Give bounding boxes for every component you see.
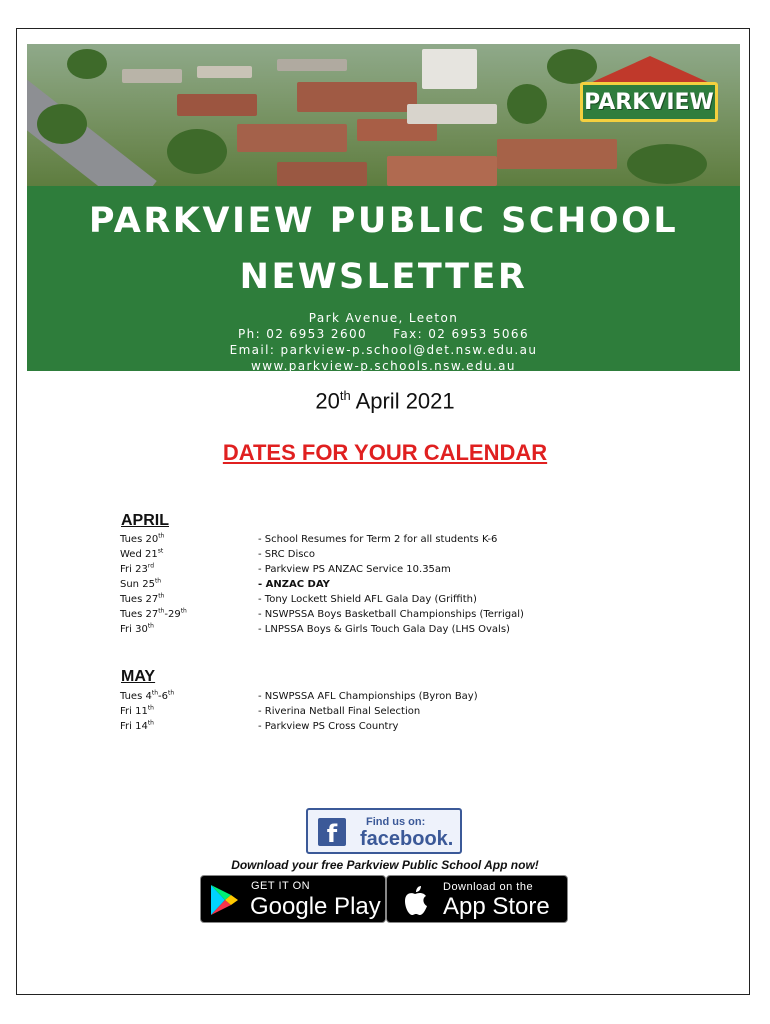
school-aerial-photo <box>27 44 740 186</box>
app-store-button[interactable] <box>386 875 568 923</box>
tree-shape <box>167 129 227 174</box>
phone-fax: Ph: 02 6953 2600 Fax: 02 6953 5066 <box>237 327 530 341</box>
app-download-prompt: Download your free Parkview Public School App now! <box>231 858 539 872</box>
april-events <box>120 532 640 637</box>
tree-shape <box>507 84 547 124</box>
month-heading-april: APRIL <box>121 512 169 529</box>
event-date <box>120 577 161 592</box>
roof-shape <box>387 156 497 186</box>
roof-shape <box>177 94 257 116</box>
event-date <box>120 592 164 607</box>
event-date-text: Tues 27 <box>120 609 159 620</box>
event-date-suffix: th <box>180 607 187 615</box>
tree-shape <box>67 49 107 79</box>
event-date-text: Sun 25 <box>120 579 155 590</box>
logo-text: PARKVIEW <box>584 89 714 115</box>
event-date <box>120 704 154 719</box>
roof-shape <box>237 124 347 152</box>
event-description: - Parkview PS Cross Country <box>258 721 399 732</box>
event-row <box>120 532 640 547</box>
facebook-icon: f <box>318 818 346 846</box>
event-date-text: Wed 21 <box>120 549 158 560</box>
facebook-wordmark: facebook. <box>360 828 454 850</box>
roof-shape <box>422 49 477 89</box>
event-row <box>120 689 640 704</box>
event-date <box>120 607 187 622</box>
banner-title-line1: PARKVIEW PUBLIC SCHOOL <box>88 201 679 241</box>
roof-shape <box>297 82 417 112</box>
apple-icon <box>401 885 429 917</box>
event-date-text: Tues 4 <box>120 691 152 702</box>
parkview-logo <box>580 56 718 128</box>
event-description: - NSWPSSA Boys Basketball Championships (Terrigal) <box>258 609 524 620</box>
google-play-small-label: GET IT ON <box>251 880 311 892</box>
event-date-suffix: th <box>167 689 175 697</box>
event-date-text: Fri 14 <box>120 721 148 732</box>
may-events <box>120 689 640 734</box>
event-description: - LNPSSA Boys & Girls Touch Gala Day (LHS Ovals) <box>258 624 510 635</box>
calendar-heading: DATES FOR YOUR CALENDAR <box>222 440 548 465</box>
event-date-text: Tues 27 <box>120 594 159 605</box>
event-date-text: Fri 30 <box>120 624 148 635</box>
event-description: - Parkview PS ANZAC Service 10.35am <box>258 564 451 575</box>
event-row <box>120 577 640 592</box>
event-date <box>120 622 154 637</box>
school-email: Email: parkview-p.school@det.nsw.edu.au <box>229 343 538 357</box>
event-date-suffix: th <box>158 607 165 615</box>
facebook-find-label: Find us on: <box>366 816 426 828</box>
facebook-button[interactable] <box>306 808 462 854</box>
event-row <box>120 592 640 607</box>
event-date <box>120 532 164 547</box>
event-row <box>120 704 640 719</box>
event-row <box>120 562 640 577</box>
event-date-suffix: th <box>147 622 154 630</box>
roof-shape <box>197 66 252 78</box>
school-address: Park Avenue, Leeton <box>308 311 459 325</box>
roof-shape <box>277 162 367 186</box>
event-row <box>120 607 640 622</box>
tree-shape <box>37 104 87 144</box>
app-store-small-label: Download on the <box>443 881 534 893</box>
school-website: www.parkview-p.schools.nsw.edu.au <box>251 359 516 373</box>
month-heading-may: MAY <box>121 668 156 685</box>
event-date-range: -6 <box>158 691 168 702</box>
event-date <box>120 547 163 562</box>
roof-shape <box>407 104 497 124</box>
event-date-suffix: th <box>158 532 165 540</box>
event-date-suffix: rd <box>147 562 154 570</box>
event-date-suffix: st <box>157 547 164 555</box>
app-store-label: App Store <box>443 893 550 920</box>
event-description: - NSWPSSA AFL Championships (Byron Bay) <box>258 691 478 702</box>
issue-date: 20th April 2021 <box>315 388 455 414</box>
event-date-suffix: th <box>151 689 158 697</box>
event-description: - ANZAC DAY <box>258 579 330 590</box>
event-date-range: -29 <box>164 609 181 620</box>
event-date-text: Fri 23 <box>120 564 148 575</box>
event-date <box>120 562 154 577</box>
tree-shape <box>627 144 707 184</box>
event-date-suffix: th <box>147 704 154 712</box>
event-date-text: Tues 20 <box>120 534 159 545</box>
event-description: - School Resumes for Term 2 for all students K-6 <box>258 534 498 545</box>
event-date-suffix: th <box>158 592 165 600</box>
event-date-text: Fri 11 <box>120 706 148 717</box>
event-row <box>120 622 640 637</box>
event-description: - Tony Lockett Shield AFL Gala Day (Griffith) <box>258 594 477 605</box>
roof-shape <box>497 139 617 169</box>
logo-roof-shape <box>588 56 712 84</box>
roof-shape <box>122 69 182 83</box>
event-date-suffix: th <box>147 719 154 727</box>
newsletter-banner <box>27 186 740 371</box>
event-date <box>120 689 174 704</box>
roof-shape <box>277 59 347 71</box>
banner-title-line2: NEWSLETTER <box>239 257 528 297</box>
event-row <box>120 719 640 734</box>
event-description: - SRC Disco <box>258 549 316 560</box>
google-play-label: Google Play <box>250 893 381 920</box>
event-date <box>120 719 154 734</box>
google-play-icon <box>207 883 241 917</box>
event-description: - Riverina Netball Final Selection <box>258 706 421 717</box>
google-play-button[interactable] <box>200 875 386 923</box>
event-row <box>120 547 640 562</box>
event-date-suffix: th <box>154 577 162 585</box>
logo-board <box>580 82 718 122</box>
